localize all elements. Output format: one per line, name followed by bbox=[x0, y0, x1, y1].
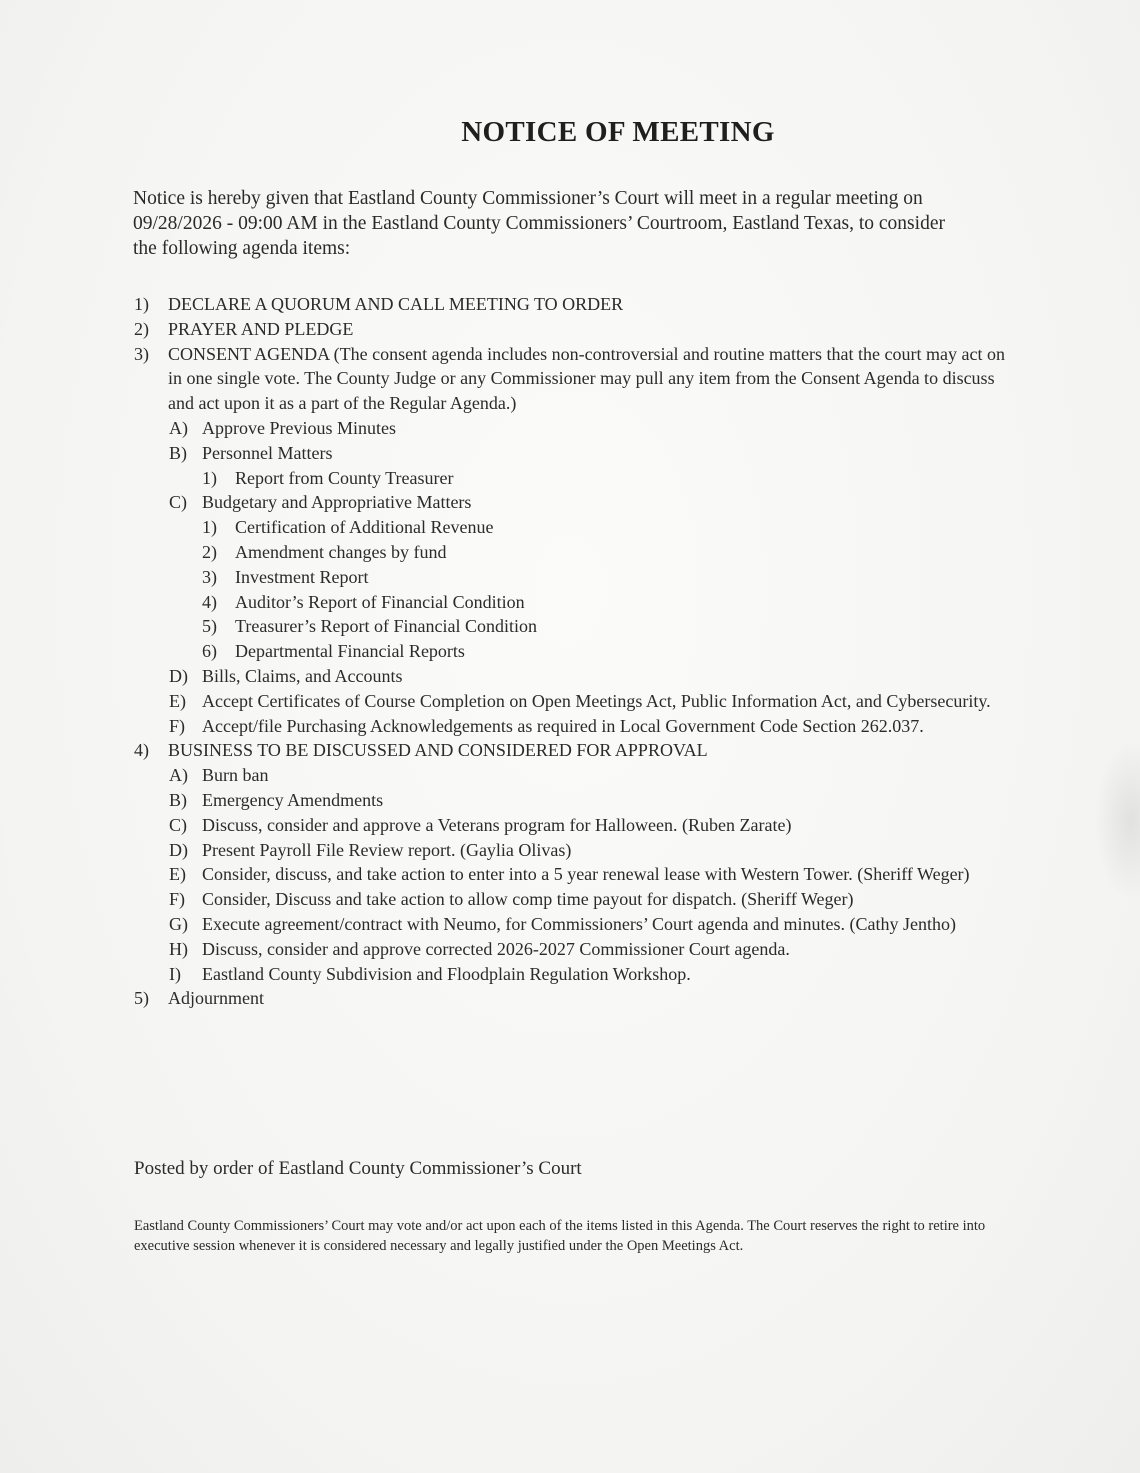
agenda-item-text: Consider, Discuss and take action to allow comp time payout for dispatch. (Sheriff Weger) bbox=[202, 889, 854, 910]
agenda-item-5 bbox=[134, 986, 1014, 1011]
agenda-subitem bbox=[134, 689, 1014, 714]
agenda-item-number: G) bbox=[169, 913, 188, 934]
agenda-subsubitem bbox=[134, 565, 1014, 590]
agenda-item-number: 3) bbox=[134, 343, 149, 364]
agenda-item-number: I) bbox=[169, 963, 181, 984]
agenda-item-text: Treasurer’s Report of Financial Condition bbox=[235, 616, 537, 637]
agenda-item-text: Adjournment bbox=[168, 988, 264, 1009]
agenda-item-text: Bills, Claims, and Accounts bbox=[202, 665, 403, 686]
agenda-item-text: Report from County Treasurer bbox=[235, 467, 454, 488]
agenda-item-text: Investment Report bbox=[235, 566, 369, 587]
agenda-item-text: Discuss, consider and approve a Veterans program for Halloween. (Ruben Zarate) bbox=[202, 814, 792, 835]
agenda-subitem bbox=[134, 664, 1014, 689]
agenda-item-text: DECLARE A QUORUM AND CALL MEETING TO ORDER bbox=[168, 294, 624, 314]
agenda-subitem bbox=[134, 838, 1014, 863]
agenda-subsubitem bbox=[134, 466, 1014, 491]
agenda-item-number: 4) bbox=[134, 740, 149, 761]
agenda-item-2 bbox=[134, 317, 1014, 342]
agenda-item-number: C) bbox=[169, 492, 187, 513]
intro-paragraph: Notice is hereby given that Eastland County Commissioner’s Court will meet in a regular meeting on 09/28/2026 - 09:00 AM in the Eastland County Commissioners’ Courtroom, Eastland Texas, to consider the following agenda items: bbox=[133, 188, 945, 259]
agenda-subsubitem bbox=[134, 590, 1014, 615]
agenda-item-text: Amendment changes by fund bbox=[235, 541, 447, 562]
footer-disclaimer: Eastland County Commissioners’ Court may vote and/or act upon each of the items listed in this Agenda. The Court reserves the right to retire into executive session whenever it is considered necessary and legally justified under the Open Meetings Act. bbox=[134, 1218, 986, 1254]
document-title: NOTICE OF MEETING bbox=[461, 116, 775, 148]
agenda-subitem bbox=[134, 416, 1014, 441]
agenda-item-number: A) bbox=[169, 765, 188, 786]
agenda-item-number: F) bbox=[169, 715, 186, 736]
agenda-item-text: Accept Certificates of Course Completion on Open Meetings Act, Public Information Act, and Cybersecurity. bbox=[202, 690, 991, 711]
agenda-item-number: 1) bbox=[202, 467, 217, 488]
agenda-subsubitem bbox=[134, 515, 1014, 540]
agenda-item-text: Budgetary and Appropriative Matters bbox=[202, 492, 472, 513]
agenda-list bbox=[134, 292, 1014, 1011]
agenda-subitem bbox=[134, 788, 1014, 813]
agenda-item-text: Execute agreement/contract with Neumo, for Commissioners’ Court agenda and minutes. (Cathy Jentho) bbox=[202, 913, 956, 934]
agenda-item-text: Certification of Additional Revenue bbox=[235, 517, 494, 538]
agenda-item-text: PRAYER AND PLEDGE bbox=[168, 318, 354, 339]
agenda-item-number: 5) bbox=[202, 616, 217, 637]
scan-smudge bbox=[1094, 740, 1140, 900]
agenda-item-text: Departmental Financial Reports bbox=[235, 641, 465, 662]
agenda-item-number: 5) bbox=[134, 988, 149, 1009]
agenda-item-number: D) bbox=[169, 839, 188, 860]
agenda-item-number: E) bbox=[169, 864, 186, 885]
agenda-item-number: 2) bbox=[134, 318, 149, 339]
agenda-subitem bbox=[134, 962, 1014, 987]
agenda-item-3 bbox=[134, 342, 1014, 416]
posted-by-line: Posted by order of Eastland County Commissioner’s Court bbox=[134, 1158, 582, 1179]
agenda-item-text: Burn ban bbox=[202, 765, 269, 786]
agenda-item-text: Discuss, consider and approve corrected 2026-2027 Commissioner Court agenda. bbox=[202, 938, 790, 959]
agenda-subitem bbox=[134, 937, 1014, 962]
agenda-subitem bbox=[134, 813, 1014, 838]
agenda-subitem bbox=[134, 714, 1014, 739]
agenda-item-number: H) bbox=[169, 938, 188, 959]
agenda-item-number: B) bbox=[169, 789, 187, 810]
agenda-item-text: Auditor’s Report of Financial Condition bbox=[235, 591, 525, 612]
agenda-item-text: Emergency Amendments bbox=[202, 789, 384, 810]
agenda-item-text: Personnel Matters bbox=[202, 442, 333, 463]
agenda-item-number: 2) bbox=[202, 541, 217, 562]
agenda-item-number: A) bbox=[169, 417, 188, 438]
agenda-subitem bbox=[134, 887, 1014, 912]
agenda-item-number: D) bbox=[169, 665, 188, 686]
agenda-subitem bbox=[134, 862, 1014, 887]
agenda-subitem bbox=[134, 490, 1014, 515]
agenda-item-number: C) bbox=[169, 814, 187, 835]
agenda-item-number: 1) bbox=[202, 517, 217, 538]
agenda-item-text: BUSINESS TO BE DISCUSSED AND CONSIDERED FOR APPROVAL bbox=[168, 740, 708, 761]
agenda-subitem bbox=[134, 763, 1014, 788]
agenda-item-number: 1) bbox=[134, 294, 149, 314]
agenda-item-1 bbox=[134, 292, 1014, 317]
agenda-item-4 bbox=[134, 738, 1014, 763]
agenda-item-text: Approve Previous Minutes bbox=[202, 417, 396, 438]
agenda-item-text: Accept/file Purchasing Acknowledgements as required in Local Government Code Section 262.037. bbox=[202, 715, 924, 736]
agenda-item-number: 3) bbox=[202, 566, 217, 587]
agenda-item-number: E) bbox=[169, 690, 186, 711]
agenda-subitem bbox=[134, 441, 1014, 466]
agenda-item-text: CONSENT AGENDA (The consent agenda includes non-controversial and routine matters that the court may act on in one single vote. The County Judge or any Commissioner may pull any item from the Consent Agenda to discuss and act upon it as a part of the Regular Agenda.) bbox=[168, 343, 1005, 414]
agenda-item-number: F) bbox=[169, 889, 186, 910]
agenda-item-number: B) bbox=[169, 442, 187, 463]
agenda-subsubitem bbox=[134, 540, 1014, 565]
agenda-item-text: Consider, discuss, and take action to enter into a 5 year renewal lease with Western Tower. (Sheriff Weger) bbox=[202, 864, 970, 885]
agenda-item-text: Eastland County Subdivision and Floodplain Regulation Workshop. bbox=[202, 963, 691, 984]
agenda-item-number: 4) bbox=[202, 591, 217, 612]
agenda-item-text: Present Payroll File Review report. (Gaylia Olivas) bbox=[202, 839, 572, 860]
agenda-item-number: 6) bbox=[202, 641, 217, 662]
agenda-subsubitem bbox=[134, 614, 1014, 639]
agenda-subitem bbox=[134, 912, 1014, 937]
agenda-subsubitem bbox=[134, 639, 1014, 664]
